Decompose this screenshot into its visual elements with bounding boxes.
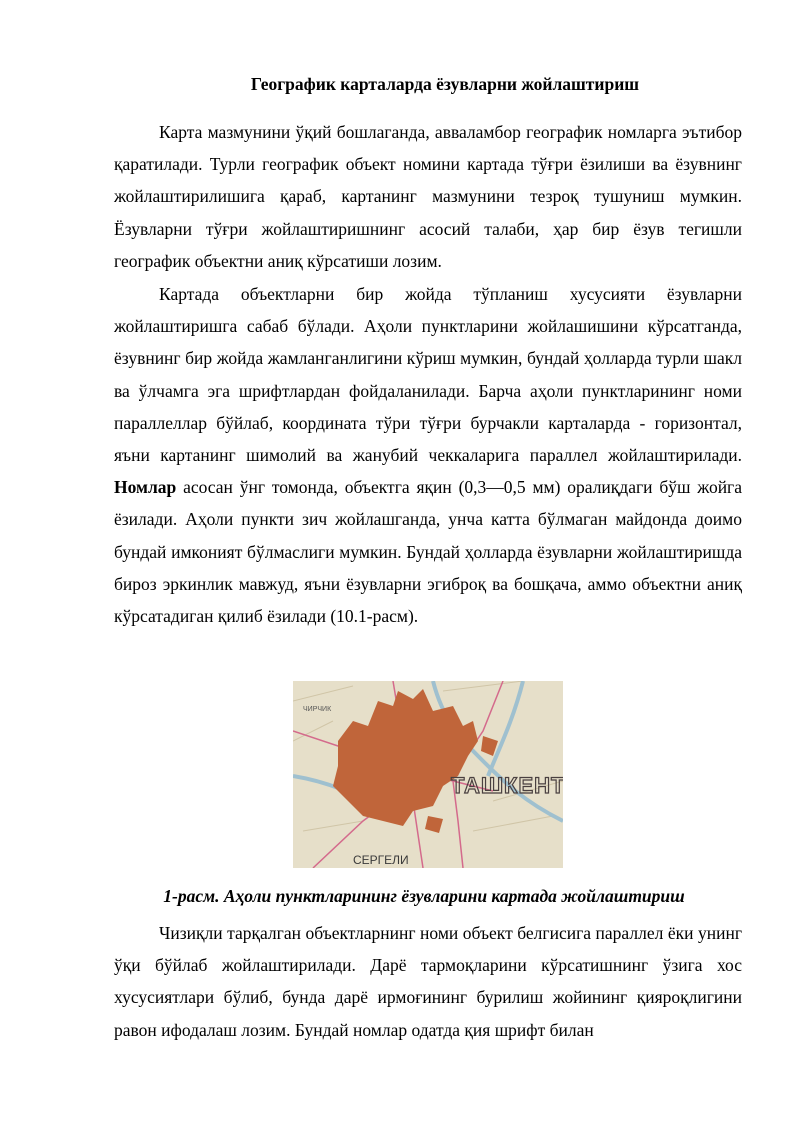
paragraph-1: Карта мазмунини ўқий бошлаганда, авваламбор географик номларга эътибор қаратилади. Турли географик объект номини картада тўғри ёзилиши ва ёзувнинг жойлаштирилишига қараб, картанинг мазмунини тезроқ тушуниш мумкин. Ёзувларни тўғри жойлаштиришнинг асосий талаби, ҳар бир ёзув тегишли географик объектни аниқ кўрсатиши лозим. bbox=[114, 122, 742, 271]
page-title: Географик карталарда ёзувларни жойлаштириш bbox=[250, 74, 640, 94]
paragraph-3: Чизиқли тарқалган объектларнинг номи объект белгисига параллел ёки унинг ўқи бўйлаб жойлаштирилади. Дарё тармоқларини кўрсатишнинг ўзига хос хусусиятлари бўлиб, бунда дарё ирмоғининг бурилиш жойининг қияроқлигини равон ифодалаш лозим. Бундай номлар одатда қия шрифт билан bbox=[114, 923, 742, 1040]
paragraph-2-part-1: Картада объектларни бир жойда тўпланиш хусусияти ёзувларни жойлаштиришга сабаб бўлади. Аҳоли пунктларини жойлашишини кўрсатганда, ёзувнинг бир жойда жамланганлигини кўриш мумкин, бундай ҳолларда турли шакл ва ўлчамга эга шрифтлардан фойдаланилади. Барча аҳоли пунктларининг номи параллеллар бўйлаб, координата тўри тўғри бурчакли карталарда - горизонтал, яъни картанинг шимолий ва жанубий чеккаларига параллел жойлаштирилади. bbox=[114, 284, 742, 466]
paragraph-2-part-2: асосан ўнг томонда, объектга яқин (0,3—0,5 мм) оралиқдаги бўш жойга ёзилади. Аҳоли пункти зич жойлашганда, унча катта бўлмаган майдонда доимо бундай имконият бўлмаслиги мумкин. Бундай ҳолларда ёзувларни жойлаштиришда бироз эркинлик мавжуд, яъни ёзувларни эгиброқ ва бошқача, аммо объектни аниқ кўрсатадиган қилиб ёзилади (10.1-расм). bbox=[114, 477, 743, 627]
paragraph-2 bbox=[114, 278, 742, 632]
map-figure bbox=[293, 681, 563, 868]
map-label-small: ЧИРЧИК bbox=[303, 706, 332, 713]
figure-caption: 1-расм. Аҳоли пунктларининг ёзувларини картада жойлаштириш bbox=[163, 886, 685, 906]
map-label-bottom: СЕРГЕЛИ bbox=[353, 853, 409, 867]
map-image bbox=[293, 681, 563, 868]
map-label-city: ТАШКЕНТ bbox=[451, 773, 563, 798]
paragraph-2-bold-term: Номлар bbox=[114, 477, 177, 498]
